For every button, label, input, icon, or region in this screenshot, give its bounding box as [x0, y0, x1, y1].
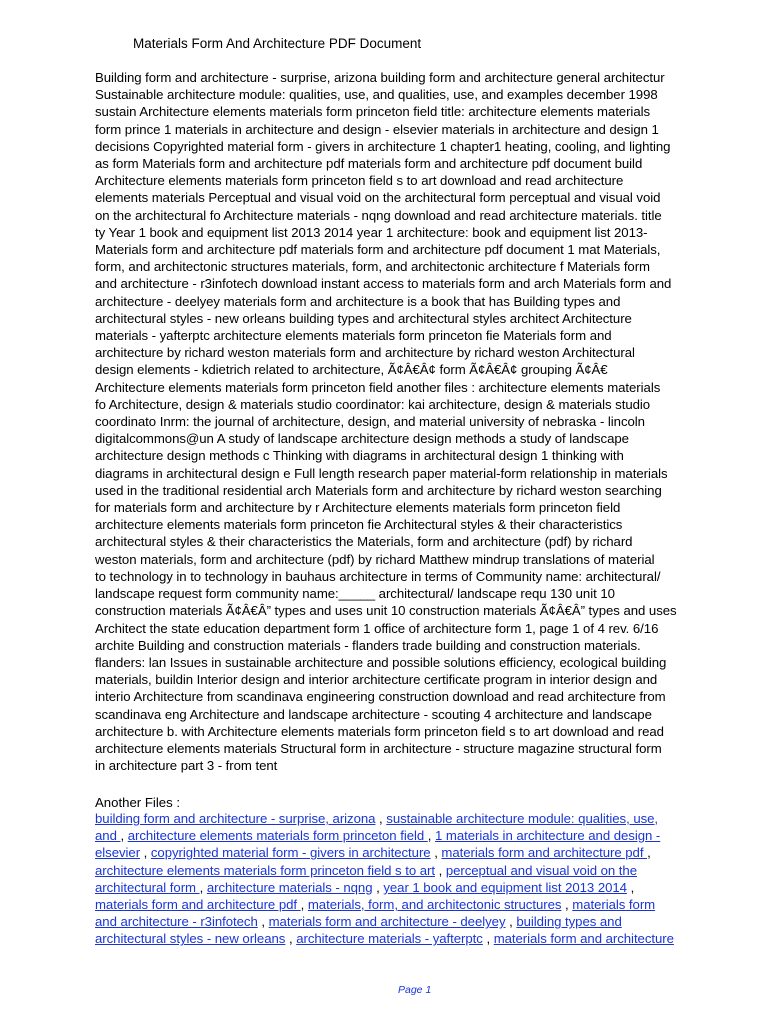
file-link[interactable]: and — [95, 828, 121, 844]
body-line: as form Materials form and architecture pdf materials form and architecture pdf document build — [95, 156, 643, 172]
link-separator: , — [647, 845, 651, 861]
body-line: construction materials Ã¢Â€Â” types and uses unit 10 construction materials Ã¢Â€Â” types and uses — [95, 603, 677, 619]
body-line: diagrams in architectural design e Full length research paper material-form relationship in materials — [95, 465, 668, 481]
file-link[interactable]: architecture elements materials form princeton field s to art — [95, 862, 435, 878]
links-line — [95, 879, 735, 896]
link-separator: , — [561, 897, 573, 913]
body-line: architecture b. with Architecture elements materials form princeton field s to art download and read — [95, 723, 664, 739]
body-line: sustain Architecture elements materials form princeton field title: architecture elements materials — [95, 104, 651, 120]
link-separator: , — [430, 845, 442, 861]
another-files-links — [95, 810, 735, 948]
link-separator: , — [375, 811, 387, 826]
body-line: and architecture - r3infotech download instant access to materials form and arch Materials form and — [95, 276, 672, 292]
file-link[interactable]: year 1 book and equipment list 2013 2014 — [383, 879, 627, 895]
file-link[interactable]: materials form and architecture - deelyey — [268, 914, 506, 930]
file-link[interactable]: building form and architecture - surprise, arizona — [95, 811, 376, 826]
body-line: architecture by richard weston materials form and architecture by richard weston Architectural — [95, 345, 635, 361]
body-line: landscape request form community name:_____ architectural/ landscape requ 130 unit 10 — [95, 586, 615, 602]
links-line — [95, 844, 735, 861]
body-line: archite Building and construction materials - flanders trade building and construction materials. — [95, 637, 641, 653]
file-link[interactable]: 1 materials in architecture and design - — [435, 828, 661, 844]
file-link[interactable]: copyrighted material form - givers in architecture — [150, 845, 431, 861]
link-separator: , — [427, 828, 435, 844]
link-separator: , — [257, 914, 269, 930]
body-line: Building form and architecture - surprise, arizona building form and architecture general architectur — [95, 70, 665, 85]
links-line — [95, 862, 735, 879]
file-link[interactable]: architectural styles - new orleans — [95, 931, 286, 947]
body-line: form prince 1 materials in architecture and design - elsevier materials in architecture and design 1 — [95, 121, 659, 137]
body-line: used in the traditional residential arch Materials form and architecture by richard weston searching — [95, 482, 662, 498]
body-line: to technology in to technology in bauhaus architecture in terms of Community name: architectural/ — [95, 568, 661, 584]
link-separator: , — [505, 914, 517, 930]
another-files-heading: Another Files : — [95, 795, 181, 810]
links-line — [95, 930, 735, 947]
links-line — [95, 810, 735, 827]
file-link[interactable]: perceptual and visual void on the — [445, 862, 637, 878]
link-separator: , — [140, 845, 151, 861]
body-line: architecture - deelyey materials form and architecture is a book that has Building types and — [95, 293, 621, 309]
body-line: architecture elements materials Structural form in architecture - structure magazine structural form — [95, 740, 662, 756]
body-line: architecture elements materials form princeton fie Architectural styles & their characteristics — [95, 517, 623, 533]
link-separator: , — [434, 862, 446, 878]
body-line: Architecture elements materials form princeton field another files : architecture elements materials — [95, 379, 661, 395]
body-line: interio Architecture from scandinava engineering construction download and read architecture from — [95, 689, 666, 705]
body-line: ty Year 1 book and equipment list 2013 2014 year 1 architecture: book and equipment list 2013- — [95, 224, 648, 240]
links-line — [95, 827, 735, 844]
body-line: fo Architecture, design & materials studio coordinator: kai architecture, design & materials studio — [95, 396, 651, 412]
body-line: Materials form and architecture pdf materials form and architecture pdf document 1 mat Materials, — [95, 242, 661, 258]
body-line: coordinato Inrm: the journal of architecture, design, and material university of nebraska - lincoln — [95, 414, 645, 430]
file-link[interactable]: architecture materials - yafterptc — [296, 931, 483, 947]
body-line: flanders: lan Issues in sustainable architecture and possible solutions efficiency, ecological building — [95, 654, 667, 670]
body-line: materials - yafterptc architecture elements materials form princeton fie Materials form and — [95, 328, 612, 344]
body-line: Sustainable architecture module: qualities, use, and qualities, use, and examples december 1998 — [95, 87, 658, 103]
body-line: in architecture part 3 - from tent — [95, 758, 278, 774]
file-link[interactable]: architecture elements materials form princeton field — [127, 828, 428, 844]
link-separator: , — [626, 879, 635, 895]
body-line: architectural styles - new orleans building types and architectural styles architect Architecture — [95, 310, 632, 326]
body-line: design elements - kdietrich related to architecture, Ã¢Â€Â¢ form Ã¢Â€Â¢ grouping Ã¢Â€ — [95, 362, 608, 378]
body-line: architecture design methods c Thinking with diagrams in architectural design 1 thinking with — [95, 448, 624, 464]
file-link[interactable]: materials form and architecture pdf — [95, 897, 301, 913]
body-line: Architect the state education department form 1 office of architecture form 1, page 1 of 4 rev. 6/16 — [95, 620, 659, 636]
file-link[interactable]: and architecture - r3infotech — [95, 914, 258, 930]
file-link[interactable]: elsevier — [95, 845, 141, 861]
page-number: Page 1 — [398, 984, 432, 996]
body-line: architectural styles & their characteristics the Materials, form and architecture (pdf) by richard — [95, 534, 633, 550]
link-separator: , — [120, 828, 128, 844]
body-line: form, and architectonic structures materials, form, and architectonic architecture f Materials form — [95, 259, 650, 275]
body-line: weston materials, form and architecture (pdf) by richard Matthew mindrup translations of material — [95, 551, 655, 567]
file-link[interactable]: materials form — [572, 897, 656, 913]
file-link[interactable]: materials form and architecture pdf — [441, 845, 648, 861]
link-separator: , — [199, 879, 207, 895]
links-line — [95, 913, 735, 930]
body-line: for materials form and architecture by r Architecture elements materials form princeton field — [95, 500, 621, 516]
body-line: digitalcommons@un A study of landscape architecture design methods a study of landscape — [95, 431, 629, 447]
file-link[interactable]: materials, form, and architectonic structures — [307, 897, 562, 913]
document-title: Materials Form And Architecture PDF Document — [133, 36, 422, 51]
body-line: on the architectural fo Architecture materials - nqng download and read architecture materials. title — [95, 207, 662, 223]
link-separator: , — [482, 931, 494, 947]
body-line: Architecture elements materials form princeton field s to art download and read architecture — [95, 173, 624, 189]
link-separator: , — [285, 931, 297, 947]
body-line: scandinava eng Architecture and landscape architecture - scouting 4 architecture and landscape — [95, 706, 652, 722]
file-link[interactable]: building types and — [516, 914, 622, 930]
body-line: elements materials Perceptual and visual void on the architectural form perceptual and visual void — [95, 190, 661, 206]
file-link[interactable]: architecture materials - nqng — [206, 879, 373, 895]
file-link[interactable]: sustainable architecture module: qualities, use, — [386, 811, 659, 826]
body-line: materials, buildin Interior design and interior architecture certificate program in interior design and — [95, 672, 658, 688]
links-line — [95, 896, 735, 913]
link-separator: , — [300, 897, 308, 913]
body-paragraph — [95, 69, 735, 774]
body-line: decisions Copyrighted material form - givers in architecture 1 chapter1 heating, cooling, and lighting — [95, 138, 671, 154]
file-link[interactable]: materials form and architecture — [493, 931, 674, 947]
file-link[interactable]: architectural form — [95, 879, 200, 895]
link-separator: , — [372, 879, 384, 895]
